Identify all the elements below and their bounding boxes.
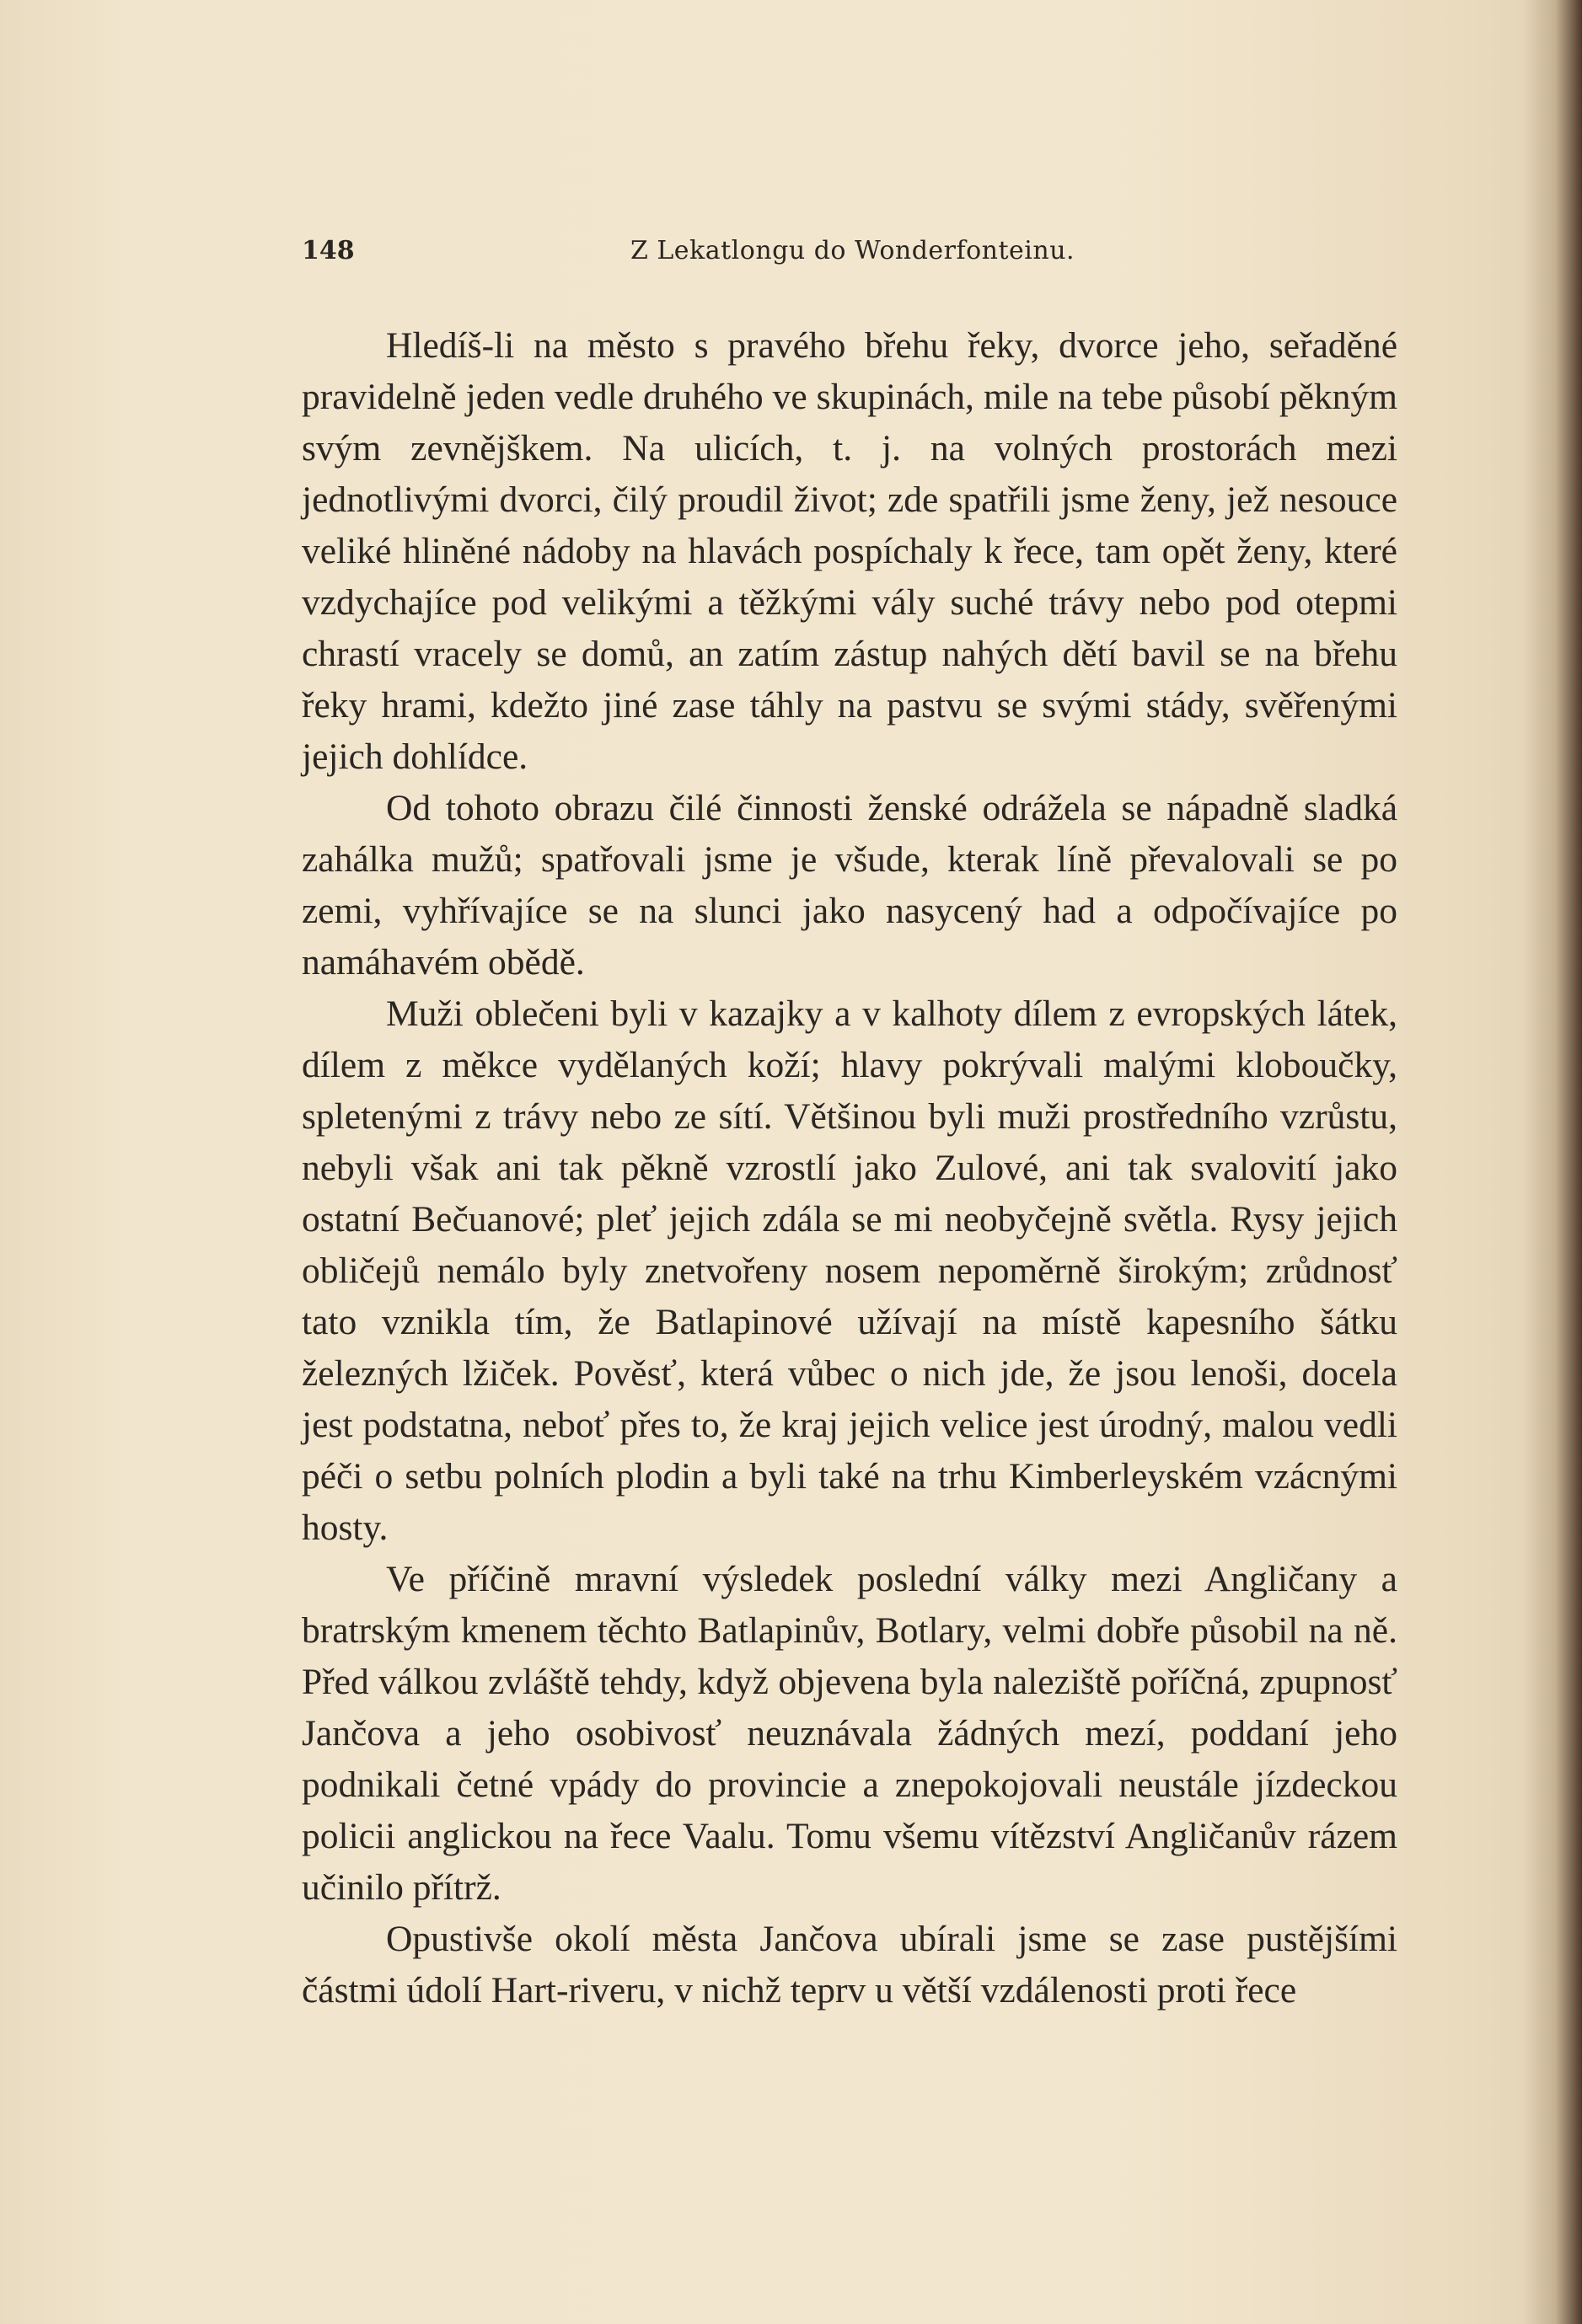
page-header [302, 236, 1397, 270]
paragraph: Muži oblečeni byli v kazajky a v kalhoty dílem z evropských látek, dílem z měkce vydělaných koží; hlavy pokrývali malými kloboučky, spletenými z trávy nebo ze sítí. Většinou byli muži prostředního vzrůstu, nebyli však ani tak pěkně vzrostlí jako Zulové, ani tak svalovití jako ostatní Bečuanové; pleť jejich zdála se mi neobyčejně světla. Rysy jejich obličejů nemálo byly znetvořeny nosem nepoměrně širokým; zrůdnosť tato vznikla tím, že Batlapinové užívají na místě kapesního šátku železných lžiček. Pověsť, která vůbec o nich jde, že jsou lenoši, docela jest podstatna, neboť přes to, že kraj jejich velice jest úrodný, malou vedli péči o setbu polních plodin a byli také na trhu Kimberleyském vzácnými hosty. [302, 993, 1397, 1548]
binding-shadow [1523, 0, 1582, 2324]
paragraph: Ve příčině mravní výsledek poslední války mezi Angličany a bratrským kmenem těchto Batlapinův, Botlary, velmi dobře působil na ně. Před válkou zvláště tehdy, když objevena byla naleziště poříčná, zpupnosť Jančova a jeho osobivosť neuznávala žádných mezí, poddaní jeho podnikali četné vpády do provincie a znepokojovali neustále jízdeckou policii anglickou na řece Vaalu. Tomu všemu vítězství Angličanův rázem učinilo přítrž. [302, 1559, 1397, 1908]
body-text [302, 320, 1397, 2016]
paragraph: Opustivše okolí města Jančova ubírali jsme se zase pustějšími částmi údolí Hart-riveru, v nichž teprv u větší vzdálenosti proti řece [302, 1919, 1397, 2011]
paragraph: Od tohoto obrazu čilé činnosti ženské odrážela se nápadně sladká zahálka mužů; spatřovali jsme je všude, kterak líně převalovali se po zemi, vyhřívajíce se na slunci jako nasycený had a odpočívajíce po namáhavém obědě. [302, 788, 1397, 983]
paragraph: Hledíš-li na město s pravého břehu řeky, dvorce jeho, seřaděné pravidelně jeden vedle druhého ve skupinách, mile na tebe působí pěkným svým zevnějškem. Na ulicích, t. j. na volných prostorách mezi jednotlivými dvorci, čilý proudil život; zde spatřili jsme ženy, jež nesouce veliké hliněné nádoby na hlavách pospíchaly k řece, tam opět ženy, které vzdychajíce pod velikými a těžkými vály suché trávy nebo pod otepmi chrastí vracely se domů, an zatím zástup nahých dětí bavil se na břehu řeky hrami, kdežto jiné zase táhly na pastvu se svými stády, svěřenými jejich dohlídce. [302, 325, 1397, 777]
running-title: Z Lekatlongu do Wonderfonteinu. [630, 236, 1075, 265]
page-number: 148 [302, 236, 355, 265]
